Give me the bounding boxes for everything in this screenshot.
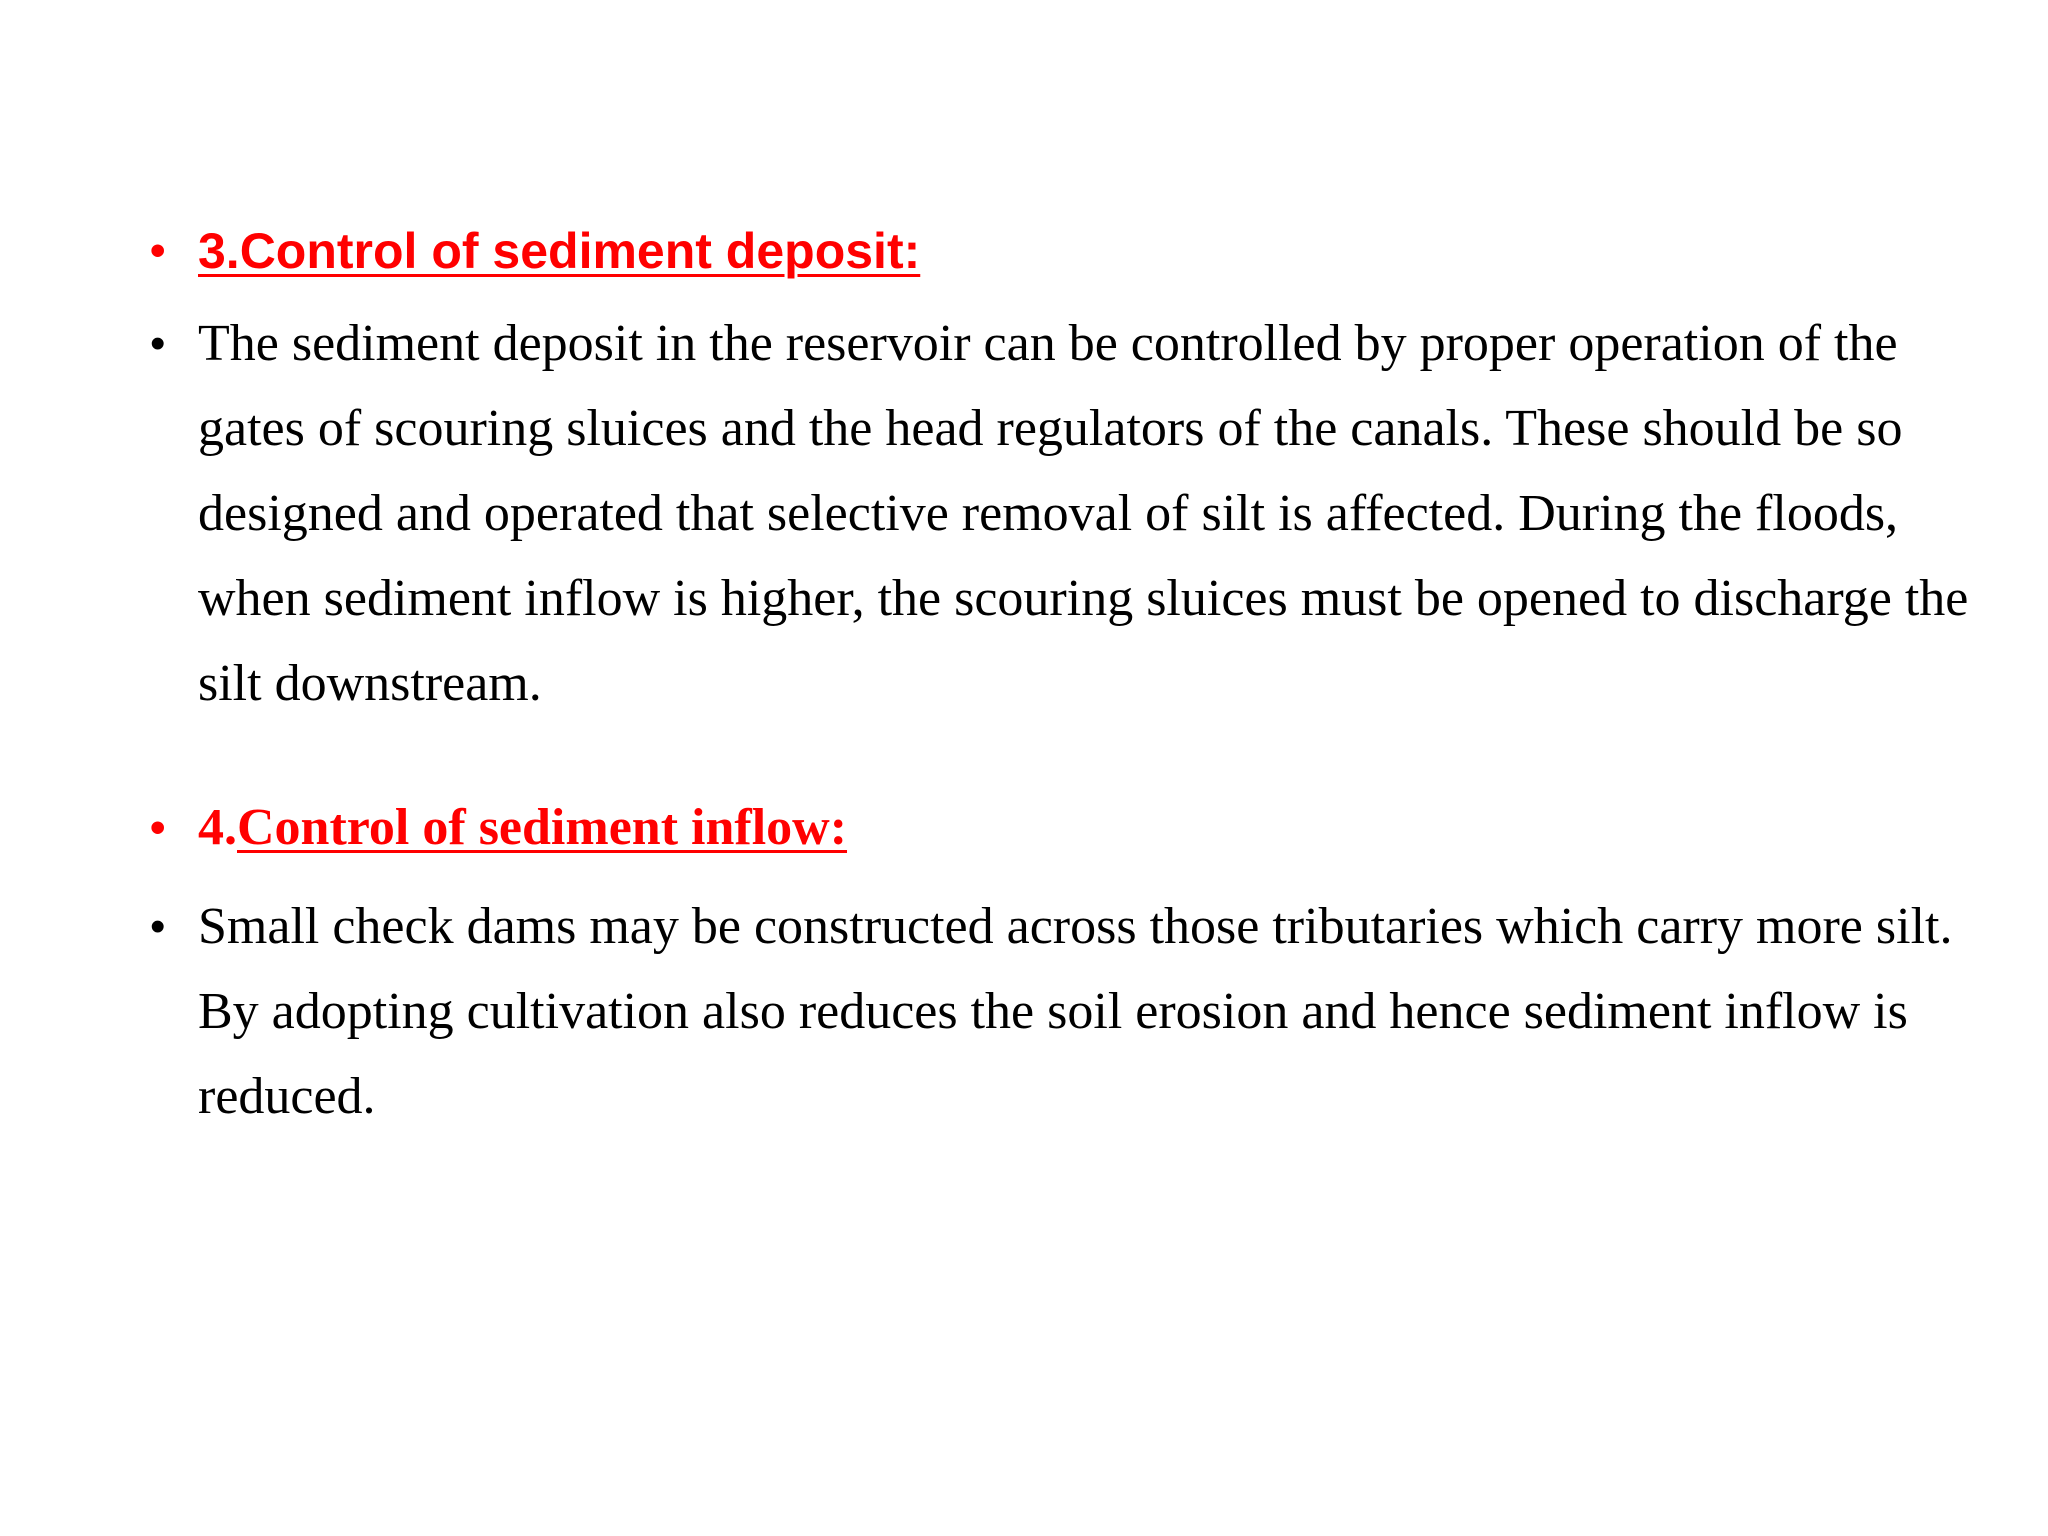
bullet-icon: • bbox=[150, 803, 166, 852]
section-4-heading-prefix: 4. bbox=[198, 799, 237, 856]
section-3-body bbox=[150, 301, 1970, 726]
section-4-body-text: Small check dams may be constructed across those tributaries which carry more silt. By adopting cultivation also reduces the soil erosion and hence sediment inflow is reduced. bbox=[198, 898, 1953, 1125]
section-4-heading bbox=[150, 792, 1970, 864]
section-4-heading-text: Control of sediment inflow: bbox=[237, 799, 848, 856]
section-3-body-text: The sediment deposit in the reservoir can be controlled by proper operation of the gates of scouring sluices and the head regulators of the canals. These should be so designed and operated that selective removal of silt is affected. During the floods, when sediment inflow is higher, the scouring sluices must be opened to discharge the silt downstream. bbox=[198, 315, 1969, 712]
bullet-icon: • bbox=[150, 226, 166, 275]
section-4-body bbox=[150, 884, 1970, 1139]
section-3-heading bbox=[150, 215, 1970, 287]
section-3-heading-text: 3.Control of sediment deposit: bbox=[198, 223, 921, 279]
bullet-icon: • bbox=[150, 902, 166, 951]
slide-content bbox=[150, 215, 1970, 1139]
bullet-icon: • bbox=[150, 319, 166, 368]
